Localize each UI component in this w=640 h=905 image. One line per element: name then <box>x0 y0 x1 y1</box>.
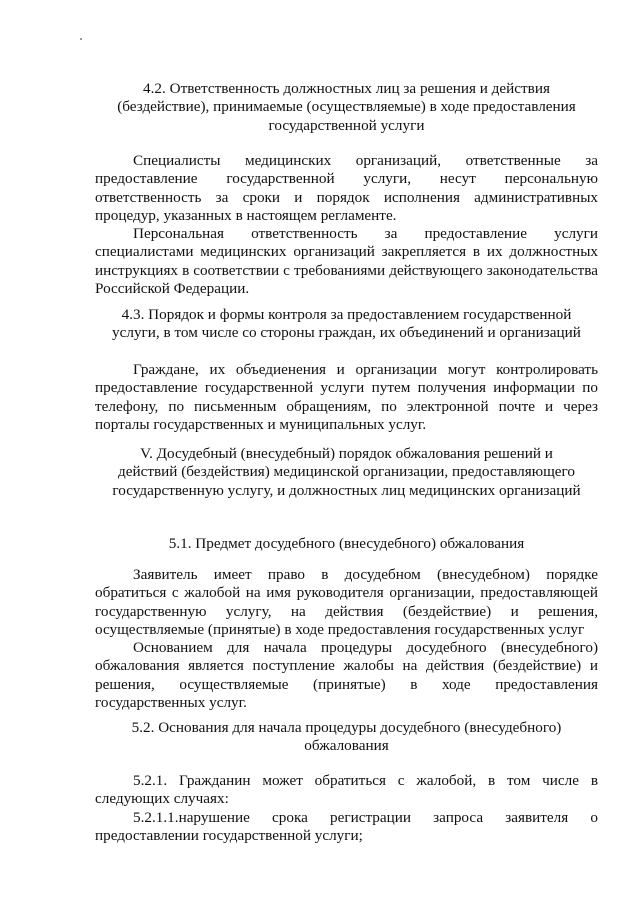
section-4-2-paragraph-2: Персональная ответственность за предоставление услуги специалистами медицинских организаций закрепляется в их должностных инструкциях в соответствии с требованиями действующего законодательства Российской Федерации. <box>95 225 598 298</box>
heading-line: 4.2. Ответственность должностных лиц за решения и действия <box>143 80 550 97</box>
section-5-heading <box>95 445 598 500</box>
section-5-1-paragraph-1: Заявитель имеет право в досудебном (внесудебном) порядке обратиться с жалобой на имя руководителя организации, предоставляющей государственную услугу, на действия (бездействие) и решения, осуществляемые (принятые) в ходе предоставления государственных услуг <box>95 566 598 639</box>
item-line: 5.2.1.1.нарушение срока регистрации запроса заявителя о <box>133 809 598 826</box>
heading-line: (бездействие), принимаемые (осуществляемые) в ходе предоставления <box>117 98 576 116</box>
section-4-3-heading <box>95 306 598 343</box>
heading-line: действий (бездействия) медицинской организации, предоставляющего <box>118 463 575 481</box>
heading-line: 4.3. Порядок и формы контроля за предоставлением государственной <box>121 306 572 323</box>
section-5-2-item-1 <box>95 809 598 846</box>
section-5-1-heading: 5.1. Предмет досудебного (внесудебного) обжалования <box>168 535 525 552</box>
section-4-2-heading <box>95 80 598 135</box>
section-4-2-paragraph-1: Специалисты медицинских организаций, ответственные за предоставление государственной услуги, несут персональную ответственность за сроки и порядок исполнения административных процедур, указанных в настоящем регламенте. <box>95 152 598 225</box>
section-5-2-heading <box>95 719 598 756</box>
heading-line: государственную услугу, и должностных лиц медицинских организаций <box>112 481 581 499</box>
heading-line: V. Досудебный (внесудебный) порядок обжалования решений и <box>140 445 553 462</box>
section-4-3-paragraph-1: Граждане, их объедиенения и организации могут контролировать предоставление государственной услуги путем получения информации по телефону, по письменным обращениям, по электронной почте и через порталы государственных и муниципальных услуг. <box>95 361 598 434</box>
section-5-2-paragraph-1: 5.2.1. Гражданин может обратиться с жалобой, в том числе в следующих случаях: <box>95 772 598 808</box>
heading-line: обжалования <box>304 737 389 755</box>
section-5-1-paragraph-2: Основанием для начала процедуры досудебного (внесудебного) обжалования является поступление жалобы на действия (бездействие) и решения, осуществляемые (принятые) в ходе предоставления государственных услуг. <box>95 639 598 712</box>
heading-line: государственной услуги <box>268 116 425 134</box>
scan-speck <box>80 38 82 40</box>
heading-line: услуги, в том числе со стороны граждан, их объединений и организаций <box>112 324 581 342</box>
item-line: предоставлении государственной услуги; <box>95 827 363 845</box>
heading-line: 5.2. Основания для начала процедуры досудебного (внесудебного) <box>131 719 562 736</box>
